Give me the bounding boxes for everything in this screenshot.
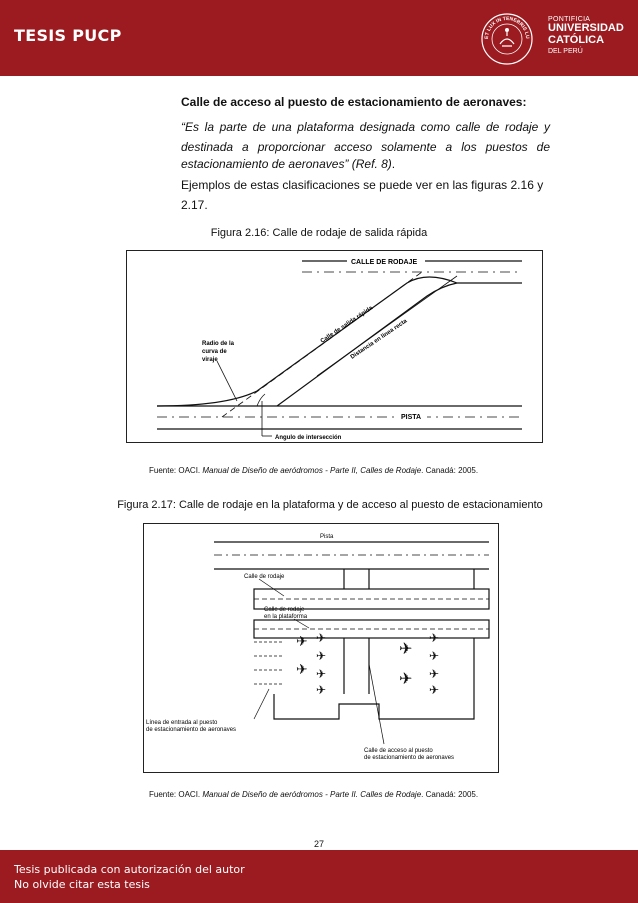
- label-plataforma-2: en la plataforma: [264, 614, 308, 620]
- label-pista: Pista: [320, 534, 334, 540]
- seal-motto: ET LUX IN TENEBRIS LU: [483, 15, 531, 40]
- definition-quote-end: estacionamiento de aeronaves” (Ref. 8).: [181, 157, 396, 171]
- airplane-icon: ✈: [316, 649, 327, 663]
- airplane-icon: ✈: [316, 631, 327, 645]
- label-angulo: Angulo de intersección: [275, 435, 342, 441]
- definition-quote: “Es la parte de una plataforma designada como calle de rodaje y destinada a proporcionar acceso solamente a los puestos de: [181, 120, 550, 154]
- airplane-icon: ✈: [316, 683, 327, 697]
- airplane-icon: ✈: [399, 641, 413, 658]
- footer-line-1: Tesis publicada con autorización del autor: [14, 863, 245, 876]
- label-calle-de-rodaje: CALLE DE RODAJE: [351, 259, 418, 266]
- site-title: TESIS PUCP: [14, 26, 122, 45]
- svg-text:ET LUX IN TENEBRIS LUCET: [480, 12, 530, 39]
- label-linea-1: Línea de entrada al puesto: [146, 720, 218, 726]
- label-acceso-1: Calle de acceso al puesto: [364, 748, 433, 754]
- aircraft-icons: [296, 631, 439, 697]
- figure-2-17-diagram: [143, 523, 499, 773]
- label-radio-1: Radio de la: [202, 341, 235, 347]
- airplane-icon: ✈: [429, 631, 440, 645]
- label-pista: PISTA: [401, 414, 422, 421]
- label-calle-de-rodaje: Calle de rodaje: [244, 574, 285, 580]
- airplane-icon: ✈: [316, 667, 327, 681]
- section-heading: Calle de acceso al puesto de estacionamiento de aeronaves:: [181, 95, 527, 109]
- figure-2-17-source: Fuente: OACI. Manual de Diseño de aeródromos - Parte II. Calles de Rodaje. Canadá: 2005.: [149, 790, 479, 799]
- label-plataforma-1: Calle de rodaje: [264, 607, 305, 613]
- airplane-icon: ✈: [296, 661, 308, 677]
- header-banner: [0, 0, 638, 76]
- airplane-icon: ✈: [429, 683, 440, 697]
- footer-banner: [0, 850, 638, 903]
- figure-2-17-caption: Figura 2.17: Calle de rodaje en la plataforma y de acceso al puesto de estacionamiento: [117, 499, 543, 511]
- label-acceso-2: de estacionamiento de aeronaves: [364, 755, 455, 761]
- label-radio-3: viraje: [202, 357, 218, 363]
- airplane-icon: ✈: [296, 633, 308, 649]
- airplane-icon: ✈: [429, 649, 440, 663]
- university-name: PONTIFICIA UNIVERSIDAD CATÓLICA DEL PERÚ: [548, 16, 624, 56]
- airplane-icon: ✈: [429, 667, 440, 681]
- figure-2-16-source: Fuente: OACI. Manual de Diseño de aeródromos - Parte II, Calles de Rodaje. Canadá: 2005.: [149, 466, 479, 475]
- label-distancia: Distancia en línea recta: [349, 318, 409, 361]
- label-radio-2: curva de: [202, 349, 227, 355]
- label-linea-2: de estacionamiento de aeronaves: [146, 727, 237, 733]
- footer-line-2: No olvide citar esta tesis: [14, 878, 150, 891]
- university-seal-icon: [480, 12, 534, 66]
- airplane-icon: ✈: [399, 671, 413, 688]
- label-salida-rapida: Calle de salida rápida: [319, 305, 374, 345]
- figure-2-16-diagram: [126, 250, 543, 443]
- page-number: 27: [313, 839, 324, 849]
- examples-paragraph: Ejemplos de estas clasificaciones se puede ver en las figuras 2.16 y 2.17.: [181, 178, 544, 212]
- figure-2-16-caption: Figura 2.16: Calle de rodaje de salida rápida: [210, 227, 428, 239]
